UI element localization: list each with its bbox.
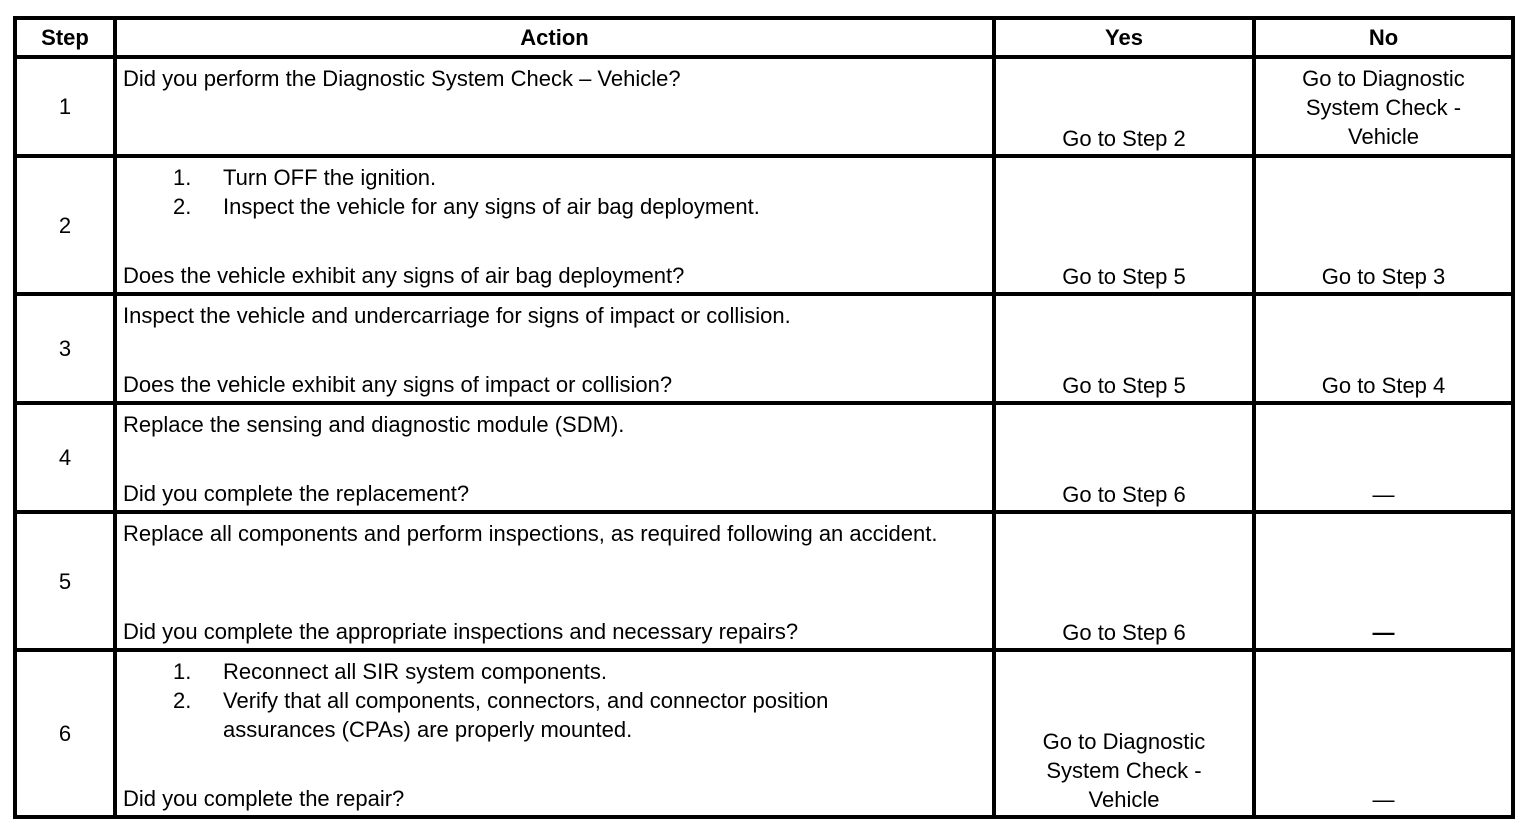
table-row [15,156,1513,294]
step-number: 1 [15,57,115,156]
yes-cell [994,512,1254,650]
action-cell [115,512,994,650]
step-number: 5 [15,512,115,650]
substep-number: 1. [173,659,192,684]
substep-number: 1. [173,165,192,190]
question-text: Does the vehicle exhibit any signs of air bag deployment? [123,263,685,288]
substep-number: 2. [173,194,192,219]
action-text: Replace all components and perform inspections, as required following an accident. [123,521,938,546]
header-step: Step [15,18,115,57]
no-result: Go to Step 4 [1321,373,1446,398]
action-text: Inspect the vehicle and undercarriage for signs of impact or collision. [123,303,791,328]
no-cell [1254,57,1513,156]
step-number: 6 [15,650,115,817]
table-row [15,57,1513,156]
yes-result: Go to Step 6 [1062,620,1186,645]
yes-cell [994,294,1254,403]
action-cell [115,57,994,156]
step-number: 2 [15,156,115,294]
substep-text: Verify that all components, connectors, and connector position assurances (CPAs) are properly mounted. [223,688,829,742]
substep-number: 2. [173,688,192,713]
question-text: Did you complete the repair? [123,786,405,811]
yes-cell [994,57,1254,156]
no-result: — [1372,482,1395,507]
yes-cell [994,156,1254,294]
yes-result: Go to Step 5 [1062,264,1186,289]
question-text: Does the vehicle exhibit any signs of impact or collision? [123,372,673,397]
step-number: 4 [15,403,115,512]
yes-result: Go to Step 6 [1062,482,1186,507]
no-cell [1254,650,1513,817]
substep [123,686,923,744]
diagnostic-table [13,16,1515,819]
no-cell [1254,512,1513,650]
no-cell [1254,156,1513,294]
action-cell [115,650,994,817]
table-row [15,512,1513,650]
action-text: Replace the sensing and diagnostic module (SDM). [123,412,625,437]
header-no: No [1254,18,1513,57]
yes-cell [994,650,1254,817]
substep [123,163,986,192]
substep-text: Reconnect all SIR system components. [223,659,607,684]
action-cell [115,294,994,403]
substep-text: Turn OFF the ignition. [223,165,437,190]
header-row [15,18,1513,57]
table-row [15,403,1513,512]
question-text: Did you complete the appropriate inspections and necessary repairs? [123,619,799,644]
no-result: — [1372,787,1395,812]
substep-text: Inspect the vehicle for any signs of air bag deployment. [223,194,760,219]
substep [123,657,986,686]
action-text: Did you perform the Diagnostic System Check – Vehicle? [123,66,681,91]
no-result: Go to Step 3 [1321,264,1446,289]
table-row [15,294,1513,403]
no-result: Go to Diagnostic System Check - Vehicle [1302,66,1465,149]
no-cell [1254,294,1513,403]
yes-result: Go to Step 2 [1062,126,1186,151]
yes-cell [994,403,1254,512]
no-cell [1254,403,1513,512]
action-cell [115,156,994,294]
table-row [15,650,1513,817]
no-result: — [1372,620,1395,645]
yes-result: Go to Step 5 [1062,373,1186,398]
yes-result: Go to Diagnostic System Check - Vehicle [1042,729,1206,812]
header-yes: Yes [994,18,1254,57]
question-text: Did you complete the replacement? [123,481,470,506]
header-action: Action [115,18,994,57]
action-cell [115,403,994,512]
step-number: 3 [15,294,115,403]
substep [123,192,986,221]
